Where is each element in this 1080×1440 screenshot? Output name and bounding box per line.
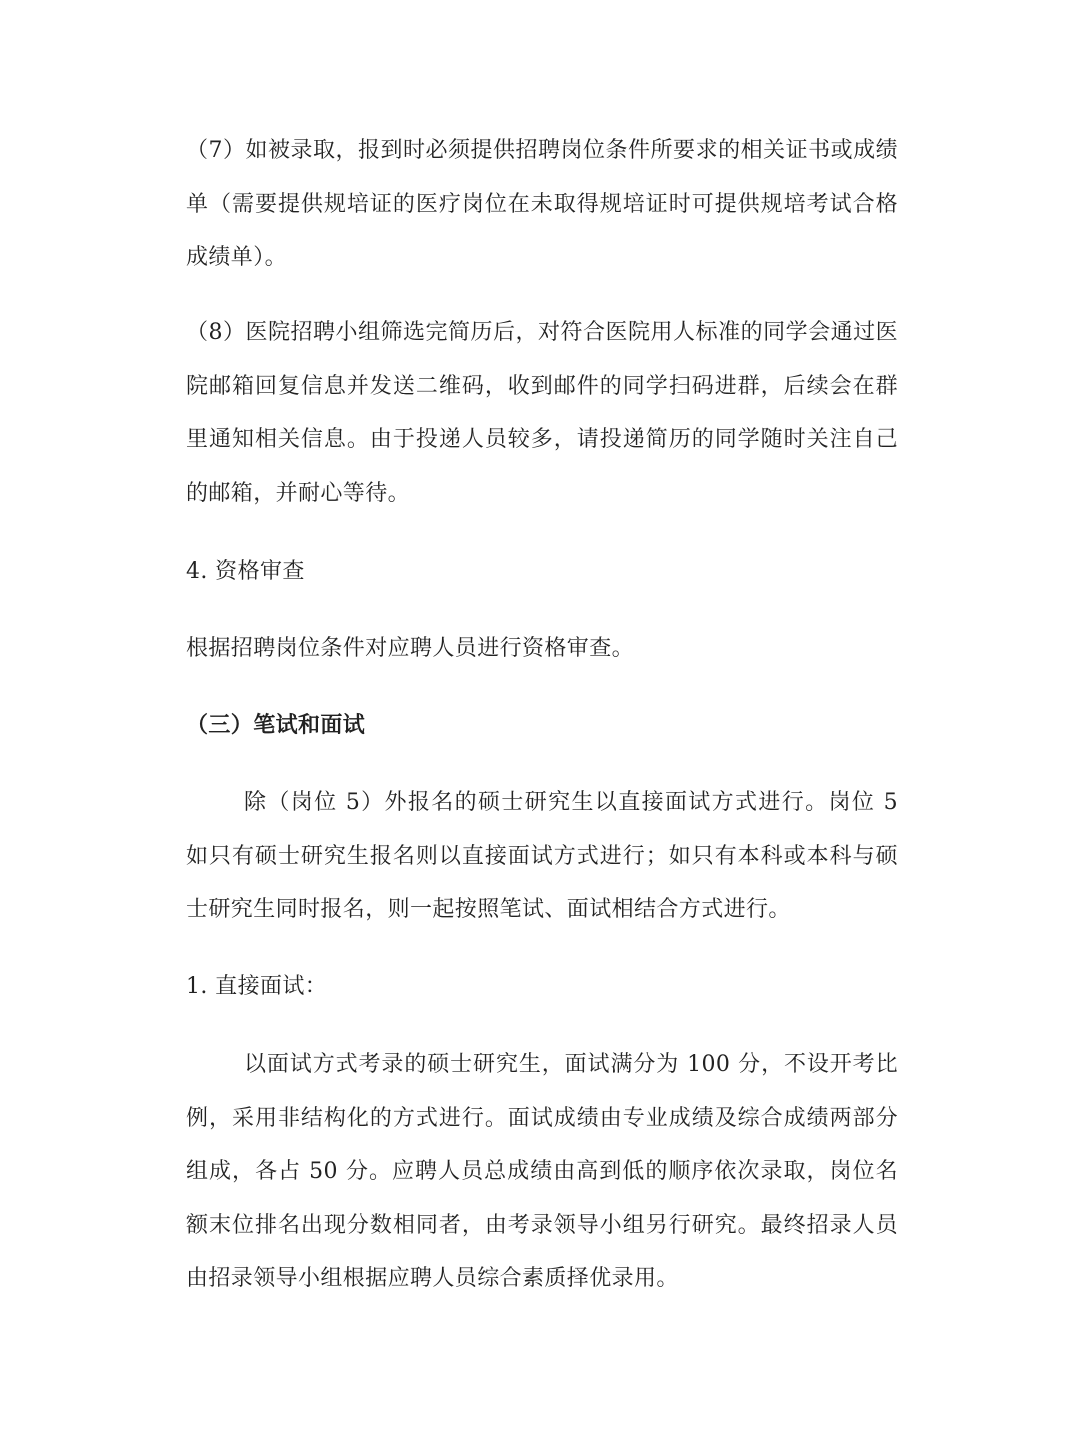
part-heading-written-and-interview: （三）笔试和面试 <box>186 712 366 738</box>
paragraph-written-and-interview: 除（岗位 5）外报名的硕士研究生以直接面试方式进行。岗位 5 如只有硕士研究生报名则以直接面试方式进行；如只有本科或本科与硕士研究生同时报名，则一起按照笔试、面试相结合方式进行。 <box>186 790 898 922</box>
section-heading-direct-interview: 1. 直接面试： <box>186 974 328 999</box>
paragraph-qualification-review: 根据招聘岗位条件对应聘人员进行资格审查。 <box>186 636 635 661</box>
paragraph-item-7: （7）如被录取，报到时必须提供招聘岗位条件所要求的相关证书或成绩单（需要提供规培证的医疗岗位在未取得规培证时可提供规培考试合格成绩单）。 <box>186 138 898 270</box>
section-heading-qualification-review: 4. 资格审查 <box>186 559 305 584</box>
paragraph-item-8: （8）医院招聘小组筛选完简历后，对符合医院用人标准的同学会通过医院邮箱回复信息并发送二维码，收到邮件的同学扫码进群，后续会在群里通知相关信息。由于投递人员较多，请投递简历的同学随时关注自己的邮箱，并耐心等待。 <box>186 320 898 506</box>
paragraph-direct-interview: 以面试方式考录的硕士研究生，面试满分为 100 分，不设开考比例，采用非结构化的方式进行。面试成绩由专业成绩及综合成绩两部分组成，各占 50 分。应聘人员总成绩由高到低的顺序依次录取，岗位名额末位排名出现分数相同者，由考录领导小组另行研究。最终招录人员由招录领导小组根据应聘人员综合素质择优录用。 <box>186 1052 898 1291</box>
